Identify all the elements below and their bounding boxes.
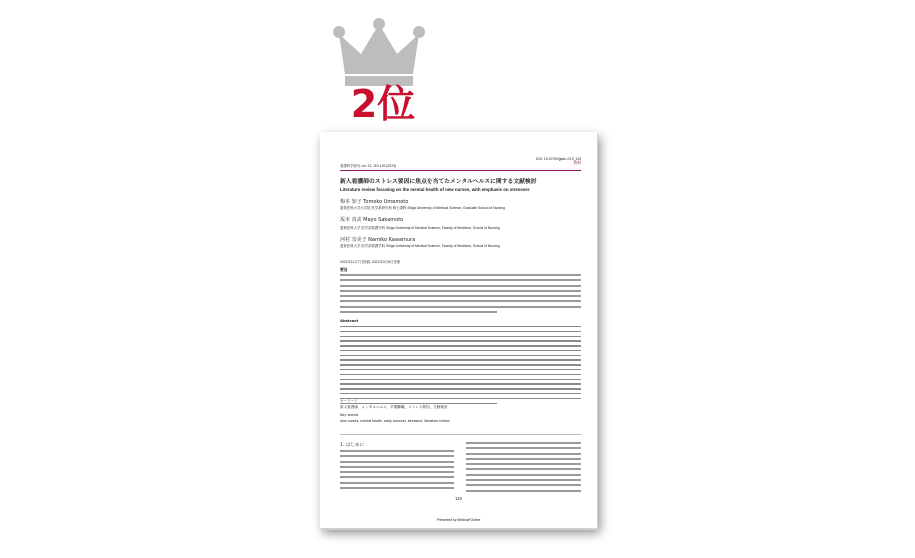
abstract-ja-heading: 要旨 (340, 267, 348, 272)
author-affiliation: 滋賀医科大学 医学部看護学科 Shiga University of Medical Science, Faculty of Medicine, School of Nursing (340, 244, 500, 248)
author-name: 河村 奈美子 Namiko Kawamura (340, 237, 416, 243)
keywords-en: new nurses, mental health, early turnover, stressors, literature review (340, 419, 450, 423)
keywords-ja-heading: キーワード (340, 399, 358, 403)
author-name: 梅本 知子 Tomoko Umemoto (340, 199, 409, 205)
paper-page[interactable] (320, 132, 597, 528)
crown-jewel-right (413, 26, 425, 38)
abstract-en-body (340, 326, 581, 414)
crown-jewel-center (373, 18, 385, 30)
paper-title-ja: 新人看護師のストレス要因に焦点を当てたメンタルヘルスに関する文献検討 (340, 179, 537, 185)
crown-icon (333, 18, 425, 86)
keywords-ja: 新人看護師，メンタルヘルス，早期離職，ストレス要因，文献検討 (340, 405, 448, 409)
abstract-ja-body (340, 274, 581, 316)
section-heading: 1. はじめに (340, 443, 365, 448)
author-name: 坂本 真美 Mayo Sakamoto (340, 217, 404, 223)
author-affiliation: 滋賀医科大学大学院 医学系研究科 修士課程 Shiga University of Medical Science, Graduate School of Nursing (340, 206, 505, 210)
body-column-left (340, 450, 454, 494)
crown-shape (339, 24, 419, 74)
submission-dates: 2022年11月7日投稿, 2023年3月6日受理 (340, 260, 401, 264)
crown-jewel-left (333, 26, 345, 38)
doi-text: DOI: 10.20700/jjadn.23.0_119 (536, 157, 581, 161)
body-rule (340, 434, 581, 435)
keywords-en-heading: Key words (340, 413, 359, 417)
header-rule (340, 170, 581, 171)
rank-label: 2位 (350, 82, 416, 126)
section-label: 資料 (573, 161, 581, 165)
paper-title-en: Literature review focusing on the mental health of new nurses, with emphasis on stressors (340, 187, 530, 192)
page-number: 119 (455, 496, 462, 501)
journal-citation: 看護科学研究 vol. 21, 119-126 (2023) (340, 164, 397, 168)
author-affiliation: 滋賀医科大学 医学部看護学科 Shiga University of Medical Science, Faculty of Medicine, School of Nursing (340, 226, 500, 230)
body-column-right (466, 442, 581, 494)
abstract-en-heading: Abstract (340, 318, 359, 323)
footer-credit: Presented by Medical*Online (436, 518, 481, 522)
